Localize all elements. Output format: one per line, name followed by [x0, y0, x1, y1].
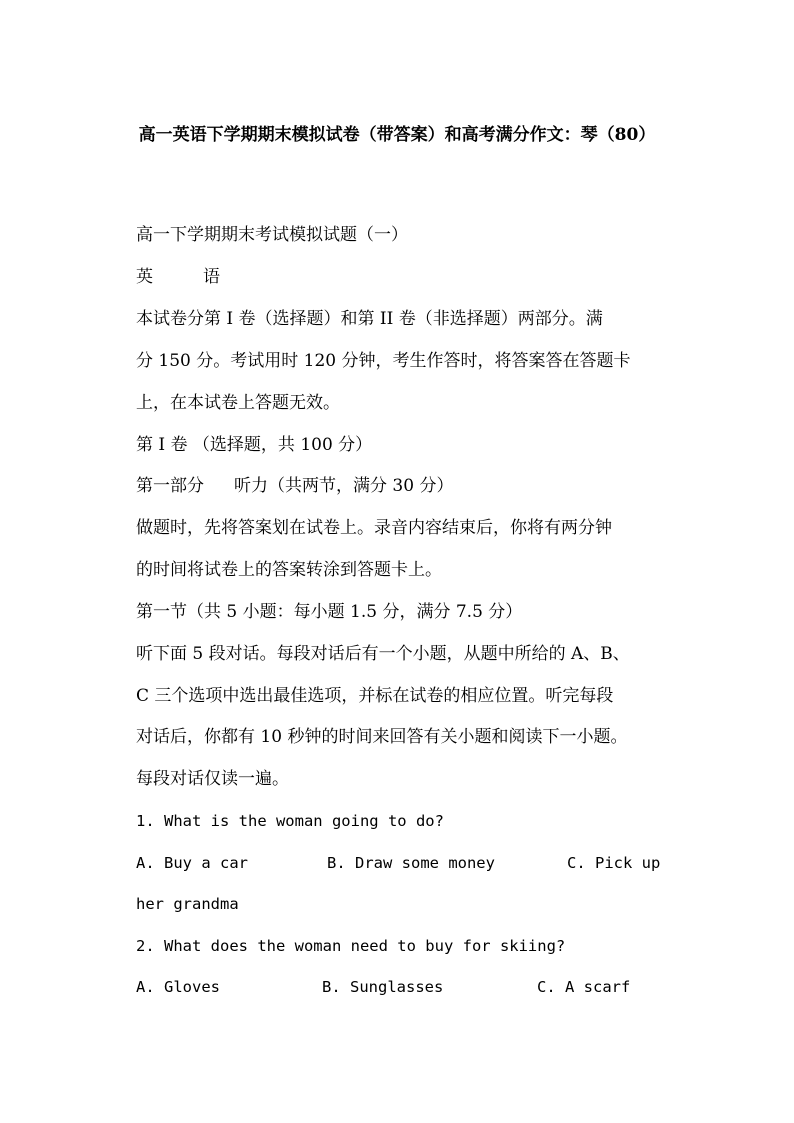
part1-instruction-2: 的时间将试卷上的答案转涂到答题卡上。: [136, 560, 442, 580]
question-2-option-a: A. Gloves: [136, 978, 220, 996]
question-1-option-c-continued: her grandma: [136, 895, 239, 913]
part1-name: 第一部分: [136, 476, 204, 496]
subject-left: 英: [136, 267, 153, 287]
volume1-heading: 第 I 卷 （选择题，共 100 分）: [136, 435, 373, 455]
section1-instruction-4: 每段对话仅读一遍。: [136, 769, 289, 789]
section1-heading: 第一节（共 5 小题：每小题 1.5 分，满分 7.5 分）: [136, 602, 523, 622]
question-1-option-a: A. Buy a car: [136, 854, 248, 872]
part1-heading: [136, 473, 453, 499]
intro-line-1: 本试卷分第 I 卷（选择题）和第 II 卷（非选择题）两部分。满: [136, 309, 603, 329]
section1-instruction-1: 听下面 5 段对话。每段对话后有一个小题，从题中所给的 A、B、: [136, 644, 630, 664]
question-1-option-c: C. Pick up: [567, 854, 661, 872]
section1-instruction-2: C 三个选项中选出最佳选项，并标在试卷的相应位置。听完每段: [136, 686, 614, 706]
part1-desc: 听力（共两节，满分 30 分）: [234, 476, 454, 496]
document-title: 高一英语下学期期末模拟试卷（带答案）和高考满分作文：琴（80）: [138, 125, 656, 145]
intro-line-3: 上，在本试卷上答题无效。: [136, 393, 340, 413]
intro-line-2: 分 150 分。考试用时 120 分钟，考生作答时，将答案答在答题卡: [136, 351, 631, 371]
question-2-option-b: B. Sunglasses: [322, 978, 444, 996]
question-2-stem: 2. What does the woman need to buy for skiing?: [136, 937, 566, 955]
subject-line: [136, 264, 220, 290]
section1-instruction-3: 对话后，你都有 10 秒钟的时间来回答有关小题和阅读下一小题。: [136, 727, 628, 747]
question-1-stem: 1. What is the woman going to do?: [136, 812, 444, 830]
question-2-option-c: C. A scarf: [537, 978, 631, 996]
exam-title: 高一下学期期末考试模拟试题（一）: [136, 225, 408, 245]
subject-right: 语: [203, 267, 220, 287]
question-1-option-b: B. Draw some money: [327, 854, 495, 872]
part1-instruction-1: 做题时，先将答案划在试卷上。录音内容结束后，你将有两分钟: [136, 518, 612, 538]
